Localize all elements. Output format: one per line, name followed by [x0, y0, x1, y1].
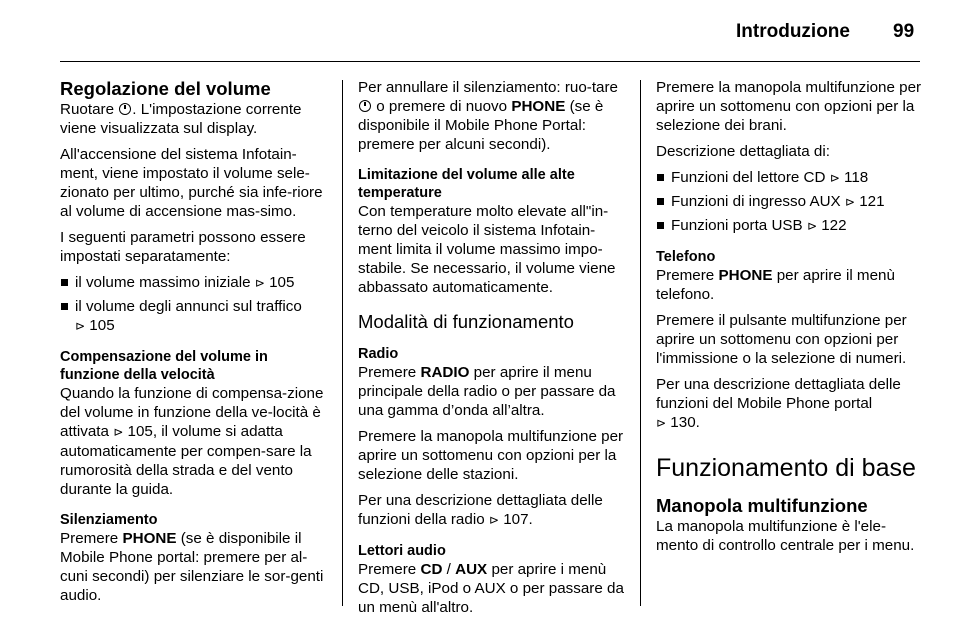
paragraph: [60, 529, 330, 605]
paragraph: Premere la manopola multifunzione per aprire un sottomenu con opzioni per la selezione delle stazioni.: [358, 428, 624, 483]
page-reference-arrow-icon: ⊳: [844, 195, 855, 209]
button-name: CD: [420, 561, 443, 578]
text: Ruotare: [60, 101, 115, 118]
button-name: PHONE: [718, 267, 773, 284]
page-reference: 122: [821, 217, 847, 234]
page-header-title: Introduzione: [736, 21, 850, 42]
page-reference: 107: [503, 511, 529, 528]
paragraph: [358, 363, 628, 420]
text: (se è disponibile il Mobile Phone Portal: premere per alcuni secondi).: [358, 98, 604, 153]
paragraph: I seguenti parametri possono essere impostati separatamente:: [60, 229, 306, 265]
text: o premere di nuovo: [376, 98, 508, 115]
paragraph: All'accensione del sistema Infotain-ment, viene impostato il volume sele-zionato per ultimo, purché sia infe-riore al volume di accensione mas-simo.: [60, 146, 323, 220]
button-name: PHONE: [511, 98, 566, 115]
page-reference-arrow-icon: ⊳: [488, 513, 499, 527]
list-item: [60, 273, 330, 293]
text: Funzioni del lettore CD: [671, 169, 826, 186]
page-reference: 118: [844, 169, 869, 186]
subheading: Limitazione del volume alle alte temperature: [358, 167, 575, 201]
page-reference: 105: [269, 274, 295, 291]
bullet-square-icon: [657, 222, 664, 229]
page-reference: 105: [89, 317, 115, 334]
section-heading-knob: Manopola multifunzione: [656, 495, 868, 516]
paragraph: Con temperature molto elevate all"in-terno del veicolo il sistema Infotain-ment limita il volume massimo impo-stabile. Se necessario, il volume viene abbassato automaticamente.: [358, 203, 616, 296]
paragraph: La manopola multifunzione è l'ele-mento di controllo centrale per i menu.: [656, 518, 915, 554]
text: Funzioni di ingresso AUX: [671, 193, 841, 210]
volume-knob-icon: [119, 103, 131, 115]
bullet-square-icon: [657, 198, 664, 205]
text: Premere: [358, 561, 417, 578]
header-rule: [60, 61, 920, 62]
paragraph: [656, 266, 924, 304]
paragraph: Premere il pulsante multifunzione per aprire un sottomenu con opzioni per l'immissione o la selezione di numeri.: [656, 312, 907, 367]
bullet-list: [656, 168, 924, 236]
text: . L'impostazione corrente viene visualizzata sul display.: [60, 101, 302, 137]
text: Per una descrizione dettagliata delle funzioni della radio: [358, 492, 603, 528]
subheading: Silenziamento: [60, 512, 158, 528]
paragraph: [358, 560, 628, 617]
section-heading-volume: Regolazione del volume: [60, 78, 271, 99]
bullet-list: [60, 273, 330, 336]
paragraph: Premere la manopola multifunzione per aprire un sottomenu con opzioni per la selezione dei brani.: [656, 79, 922, 134]
section-heading-modes: Modalità di funzionamento: [358, 311, 574, 332]
paragraph: Descrizione dettagliata di:: [656, 143, 830, 160]
text: per aprire il menu principale della radio o per passare da una gamma d’onda all’altra.: [358, 364, 616, 419]
list-item: [60, 297, 330, 336]
paragraph: Per una descrizione dettagliata delle funzioni della radio ⊳ 107.: [358, 492, 603, 528]
subheading: Telefono: [656, 249, 716, 265]
text: Funzioni porta USB: [671, 217, 803, 234]
paragraph: [358, 78, 628, 154]
paragraph: [60, 384, 330, 499]
list-item: [656, 168, 924, 188]
column-1: [60, 78, 330, 612]
text: Per una descrizione dettagliata delle funzioni del Mobile Phone portal: [656, 376, 901, 412]
text: il volume massimo iniziale: [75, 274, 251, 291]
list-item: [656, 216, 924, 236]
list-item: [656, 192, 924, 212]
page-reference-arrow-icon: ⊳: [113, 425, 124, 439]
paragraph: [60, 100, 330, 138]
column-divider-1: [342, 80, 343, 606]
text: Premere: [358, 364, 417, 381]
bullet-square-icon: [657, 174, 664, 181]
subheading: Compensazione del volume in funzione della velocità: [60, 349, 268, 383]
subheading: Lettori audio: [358, 543, 446, 559]
button-name: PHONE: [122, 530, 177, 547]
volume-knob-icon: [359, 100, 371, 112]
text: (se è disponibile il Mobile Phone portal: premere per al-cuni secondi) per silenziare le sor-genti audio.: [60, 530, 324, 604]
paragraph: Per una descrizione dettagliata delle funzioni del Mobile Phone portal ⊳ 130.: [656, 376, 901, 431]
text: Premere: [60, 530, 119, 547]
bullet-square-icon: [61, 279, 68, 286]
column-divider-2: [640, 80, 641, 606]
text: Quando la funzione di compensa-zione del volume in funzione della ve-locità è attivata: [60, 385, 324, 440]
page-reference: 105: [127, 423, 153, 440]
page-reference: 130: [670, 414, 696, 431]
bullet-square-icon: [61, 303, 68, 310]
text: per aprire i menù CD, USB, iPod o AUX o per passare da un menù all'altro.: [358, 561, 624, 616]
page-reference-arrow-icon: ⊳: [75, 319, 86, 333]
button-name: AUX: [455, 561, 488, 578]
page-number: 99: [893, 21, 915, 42]
text: /: [446, 561, 451, 578]
page-reference-arrow-icon: ⊳: [829, 171, 840, 185]
text: il volume degli annunci sul traffico: [75, 298, 302, 315]
page-reference: 121: [859, 193, 885, 210]
page-reference-arrow-icon: ⊳: [254, 276, 265, 290]
page-reference-arrow-icon: ⊳: [806, 219, 817, 233]
button-name: RADIO: [420, 364, 470, 381]
text: Per annullare il silenziamento: ruo-tare: [358, 79, 619, 96]
text: , il volume si adatta automaticamente per compen-sare la rumorosità della strada e del vento durante la guida.: [60, 423, 312, 498]
chapter-heading: Funzionamento di base: [656, 454, 916, 482]
text: Premere: [656, 267, 715, 284]
text: per aprire il menù telefono.: [656, 267, 895, 303]
subheading: Radio: [358, 346, 399, 362]
column-3: [656, 78, 924, 562]
column-2: [358, 78, 628, 624]
page-reference-arrow-icon: ⊳: [656, 416, 667, 430]
